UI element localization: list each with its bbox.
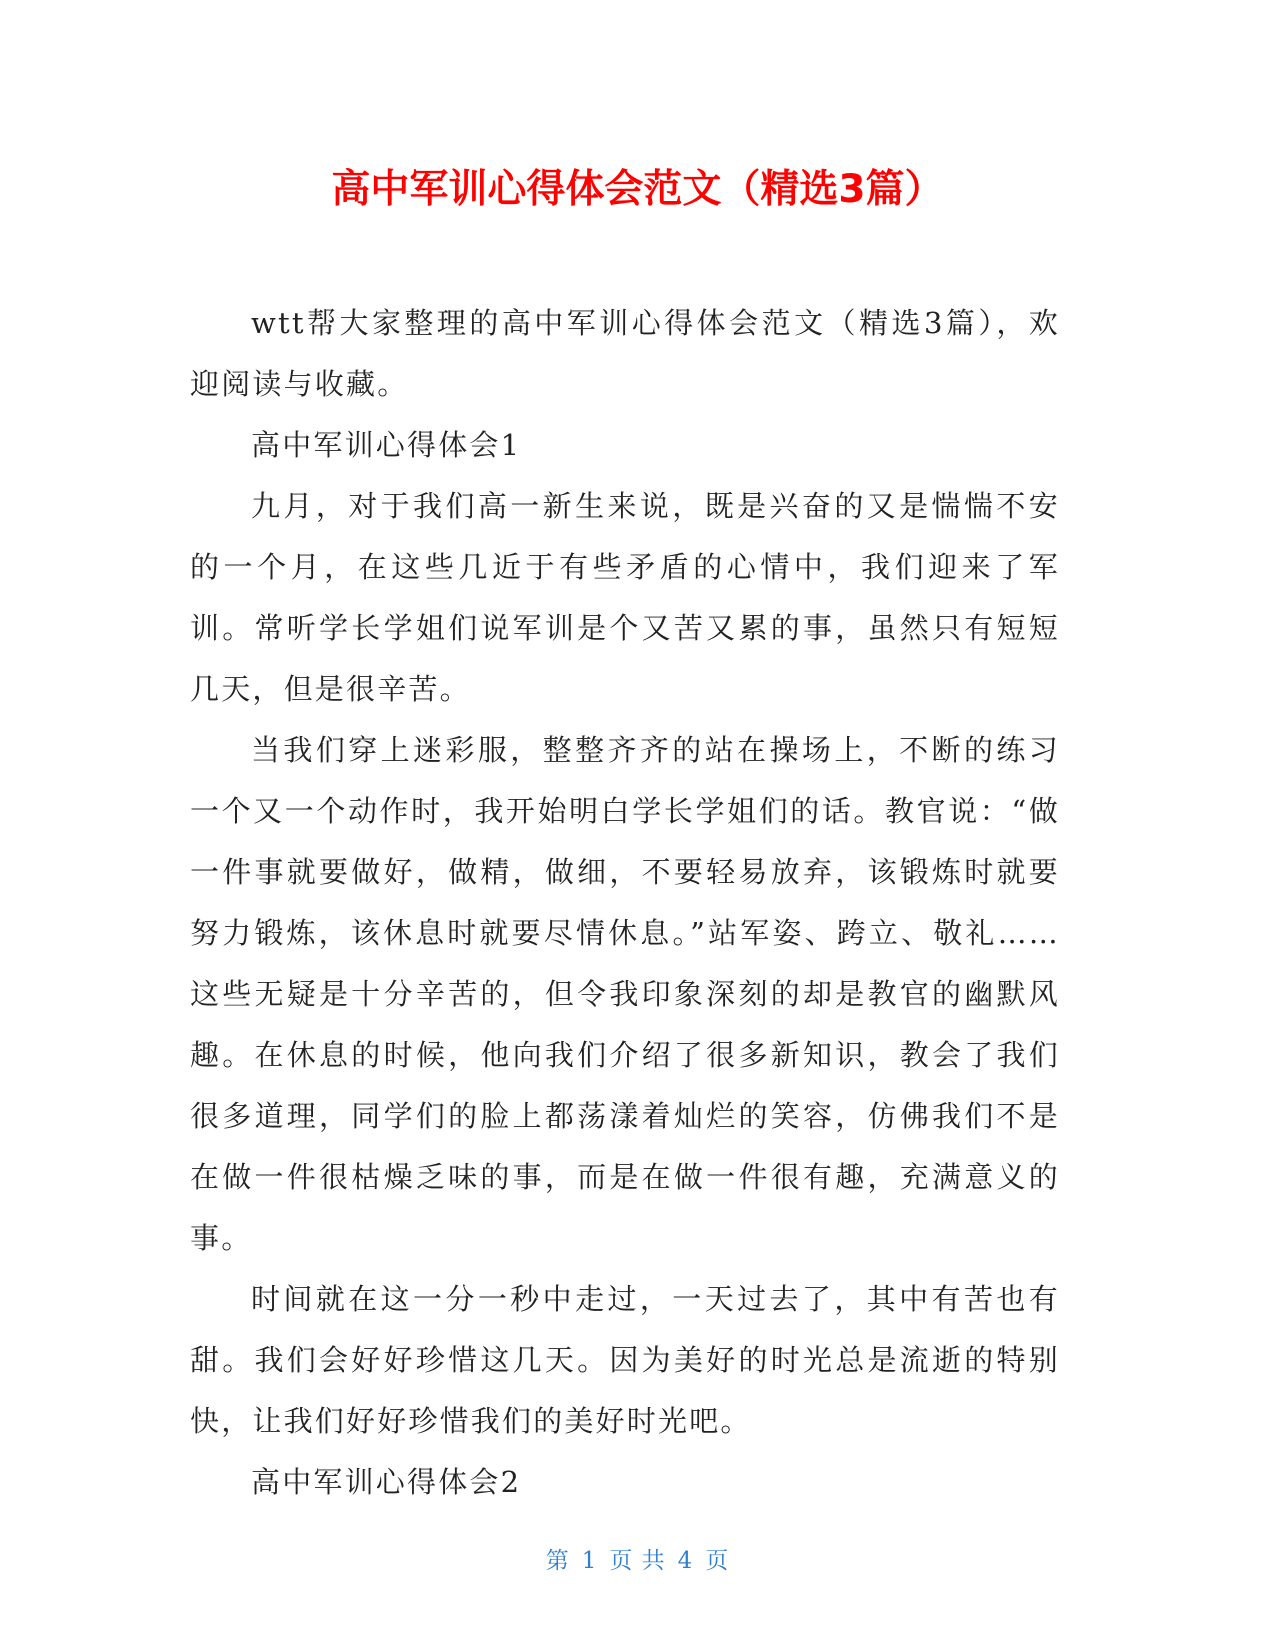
footer-label-pages: 页 [705,1548,730,1574]
footer-total-pages: 4 [677,1548,694,1574]
page-footer [0,1545,1275,1577]
footer-label-page: 第 [545,1548,570,1574]
body-paragraph: 当我们穿上迷彩服，整整齐齐的站在操场上，不断的练习一个又一个动作时，我开始明白学长学姐们的话。教官说：“做一件事就要做好，做精，做细，不要轻易放弃，该锻炼时就要努力锻炼，该休息时就要尽情休息。”站军姿、跨立、敬礼……这些无疑是十分辛苦的，但令我印象深刻的却是教官的幽默风趣。在休息的时候，他向我们介绍了很多新知识，教会了我们很多道理，同学们的脸上都荡漾着灿烂的笑容，仿佛我们不是在做一件很枯燥乏味的事，而是在做一件很有趣，充满意义的事。 [190,733,1060,1255]
footer-current-page: 1 [581,1548,598,1574]
document-title: 高中军训心得体会范文（精选3篇） [331,167,944,212]
body-paragraph: 时间就在这一分一秒中走过，一天过去了，其中有苦也有甜。我们会好好珍惜这几天。因为美好的时光总是流逝的特别快，让我们好好珍惜我们的美好时光吧。 [190,1282,1060,1438]
section-heading-1: 高中军训心得体会1 [251,428,522,462]
section-heading-2: 高中军训心得体会2 [251,1465,522,1499]
document-body [190,293,1060,1513]
body-paragraph: 九月，对于我们高一新生来说，既是兴奋的又是惴惴不安的一个月，在这些几近于有些矛盾的心情中，我们迎来了军训。常听学长学姐们说军训是个又苦又累的事，虽然只有短短几天，但是很辛苦。 [190,489,1060,706]
footer-label-of: 页 共 [609,1548,666,1574]
intro-paragraph: wtt帮大家整理的高中军训心得体会范文（精选3篇），欢迎阅读与收藏。 [190,306,1060,401]
